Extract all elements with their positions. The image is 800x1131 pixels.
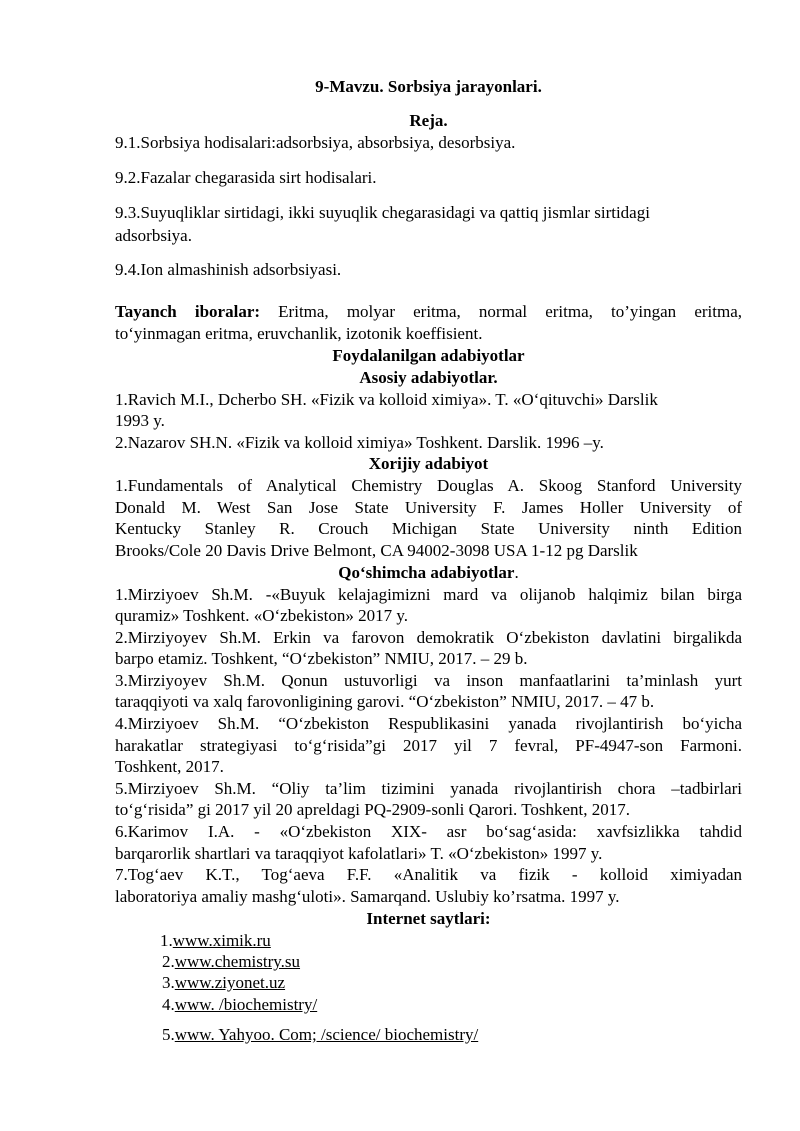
internet-sites-heading: Internet saytlari: xyxy=(366,909,491,928)
additional-literature-line: 4.Mirziyoev Sh.M. “O‘zbekiston Respublikasini yanada rivojlantirish bo‘yicha xyxy=(115,714,742,733)
keywords-text: Eritma, molyar eritma, normal eritma, to’yingan eritma, xyxy=(260,302,742,321)
keywords-label: Tayanch iboralar: xyxy=(115,302,261,321)
additional-literature-line: quramiz» Toshkent. «O‘zbekiston» 2017 y. xyxy=(115,606,408,625)
main-literature-line: 2.Nazarov SH.N. «Fizik va kolloid ximiya» Toshkent. Darslik. 1996 –y. xyxy=(115,433,604,452)
foreign-literature-heading: Xorijiy adabiyot xyxy=(368,454,489,473)
additional-literature-line: harakatlar strategiyasi to‘g‘risida”gi 2017 yil 7 fevral, PF-4947-son Farmoni. xyxy=(115,736,742,755)
additional-literature-line: Toshkent, 2017. xyxy=(115,757,224,776)
internet-site-item: 3.www.ziyonet.uz xyxy=(162,973,286,992)
additional-literature-line: barqarorlik shartlari va taraqqiyot kafolatlari» T. «O‘zbekiston» 1997 y. xyxy=(115,844,603,863)
plan-heading: Reja. xyxy=(409,111,448,130)
plan-item: 9.1.Sorbsiya hodisalari:adsorbsiya, absorbsiya, desorbsiya. xyxy=(115,133,516,152)
plan-item-continued: adsorbsiya. xyxy=(115,226,192,245)
additional-literature-line: 7.Tog‘aev K.T., Tog‘aeva F.F. «Analitik va fizik - kolloid ximiyadan xyxy=(115,865,742,884)
foreign-literature-line: 1.Fundamentals of Analytical Chemistry Douglas A. Skoog Stanford University xyxy=(115,476,742,495)
additional-literature-line: 5.Mirziyoev Sh.M. “Oliy ta’lim tizimini yanada rivojlantirish chora –tadbirlari xyxy=(115,779,742,798)
additional-literature-line: 6.Karimov I.A. - «O‘zbekiston XIX- asr bo‘sag‘asida: xavfsizlikka tahdid xyxy=(115,822,742,841)
additional-literature-line: 3.Mirziyoyev Sh.M. Qonun ustuvorligi va inson manfaatlarini ta’minlash yurt xyxy=(115,671,742,690)
keywords-line: to‘yinmagan eritma, eruvchanlik, izotonik koeffisient. xyxy=(115,324,483,343)
internet-site-item: 1.www.ximik.ru xyxy=(160,931,271,950)
site-link[interactable]: www. Yahyoo. Com; /science/ biochemistry/ xyxy=(174,1025,479,1044)
site-link[interactable]: www.ximik.ru xyxy=(172,931,271,950)
literature-heading: Foydalanilgan adabiyotlar xyxy=(332,346,525,365)
keywords-line xyxy=(115,301,742,323)
additional-literature-line: laboratoriya amaliy mashg‘uloti». Samarqand. Uslubiy ko’rsatma. 1997 y. xyxy=(115,887,620,906)
internet-site-item: 4.www. /biochemistry/ xyxy=(162,995,318,1014)
plan-item: 9.4.Ion almashinish adsorbsiyasi. xyxy=(115,260,342,279)
site-link[interactable]: www. /biochemistry/ xyxy=(174,995,318,1014)
additional-literature-heading: Qo‘shimcha adabiyotlar xyxy=(338,563,515,582)
site-link[interactable]: www.chemistry.su xyxy=(174,952,301,971)
additional-literature-line: to‘g‘risida” gi 2017 yil 20 apreldagi PQ-2909-sonli Qarori. Toshkent, 2017. xyxy=(115,800,631,819)
plan-item: 9.2.Fazalar chegarasida sirt hodisalari. xyxy=(115,168,377,187)
additional-literature-line: 1.Mirziyoev Sh.M. -«Buyuk kelajagimizni mard va olijanob halqimiz bilan birga xyxy=(115,585,742,604)
plan-item: 9.3.Suyuqliklar sirtidagi, ikki suyuqlik chegarasidagi va qattiq jismlar sirtidagi xyxy=(115,203,650,222)
foreign-literature-line: Kentucky Stanley R. Crouch Michigan State University ninth Edition xyxy=(115,519,742,538)
foreign-literature-line: Brooks/Cole 20 Davis Drive Belmont, CA 94002-3098 USA 1-12 pg Darslik xyxy=(115,541,638,560)
main-literature-line: 1993 y. xyxy=(115,411,165,430)
internet-site-item: 2.www.chemistry.su xyxy=(162,952,301,971)
page-title: 9-Mavzu. Sorbsiya jarayonlari. xyxy=(315,77,542,96)
additional-literature-line: taraqqiyoti va xalq farovonligining garovi. “O‘zbekiston” NMIU, 2017. – 47 b. xyxy=(115,692,655,711)
internet-site-item: 5.www. Yahyoo. Com; /science/ biochemistry/ xyxy=(162,1025,479,1044)
additional-literature-line: barpo etamiz. Toshkent, “O‘zbekiston” NMIU, 2017. – 29 b. xyxy=(115,649,528,668)
site-link[interactable]: www.ziyonet.uz xyxy=(174,973,286,992)
additional-literature-line: 2.Mirziyoyev Sh.M. Erkin va farovon demokratik O‘zbekiston davlatini birgalikda xyxy=(115,628,742,647)
main-literature-heading: Asosiy adabiyotlar. xyxy=(359,368,498,387)
main-literature-line: 1.Ravich M.I., Dcherbo SH. «Fizik va kolloid ximiya». T. «O‘qituvchi» Darslik xyxy=(115,390,658,409)
additional-literature-heading-line: Qo‘shimcha adabiyotlar. xyxy=(338,563,519,582)
foreign-literature-line: Donald M. West San Jose State University F. James Holler University of xyxy=(115,498,742,517)
